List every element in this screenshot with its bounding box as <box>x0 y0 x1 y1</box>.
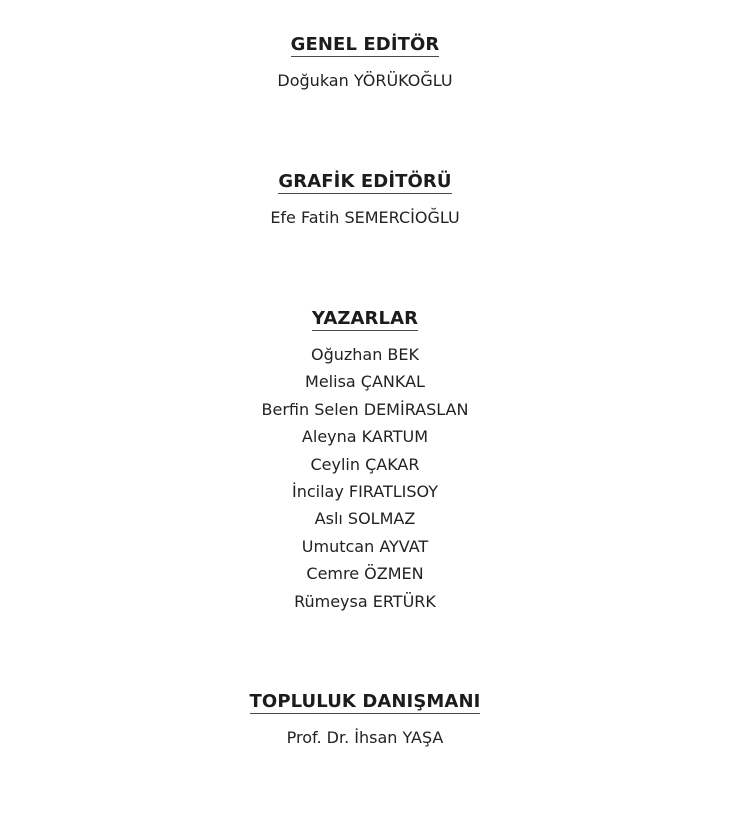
person-name: Melisa ÇANKAL <box>305 372 425 392</box>
section-heading: GRAFİK EDİTÖRÜ <box>278 171 452 192</box>
name-list <box>0 204 730 231</box>
section-genel-editor <box>0 35 730 94</box>
person-name: İncilay FIRATLISOY <box>291 482 439 502</box>
person-name: Doğukan YÖRÜKOĞLU <box>277 71 453 90</box>
person-name: Aslı SOLMAZ <box>314 509 416 529</box>
person-name: Ceylin ÇAKAR <box>310 454 420 474</box>
person-name: Cemre ÖZMEN <box>306 564 424 584</box>
person-name: Efe Fatih SEMERCİOĞLU <box>270 208 460 227</box>
section-yazarlar <box>0 309 730 615</box>
section-heading: TOPLULUK DANIŞMANI <box>249 691 481 712</box>
name-list <box>0 724 730 751</box>
name-list <box>0 67 730 94</box>
person-name: Rümeysa ERTÜRK <box>294 591 436 611</box>
person-name: Prof. Dr. İhsan YAŞA <box>286 728 444 747</box>
person-name: Umutcan AYVAT <box>301 536 429 556</box>
person-name: Berfin Selen DEMİRASLAN <box>261 399 469 419</box>
section-heading: YAZARLAR <box>311 308 419 329</box>
person-name: Oğuzhan BEK <box>310 345 420 364</box>
person-name: Aleyna KARTUM <box>301 427 429 447</box>
name-list <box>0 341 730 615</box>
section-grafik-editoru <box>0 172 730 231</box>
section-heading: GENEL EDİTÖR <box>290 34 440 55</box>
section-topluluk-danismani <box>0 692 730 751</box>
